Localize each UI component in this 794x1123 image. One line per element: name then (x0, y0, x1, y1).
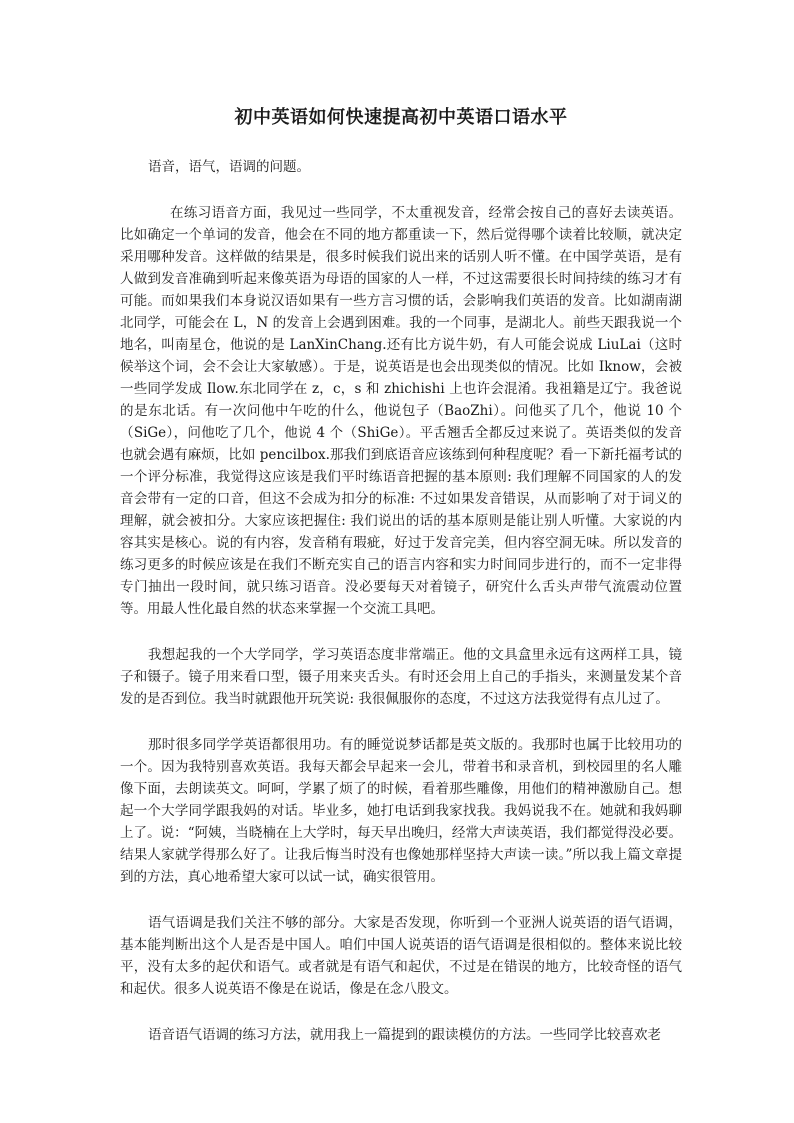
paragraph-practice-method: 语音语气语调的练习方法，就用我上一篇提到的跟读模仿的方法。一些同学比较喜欢老 (148, 1027, 661, 1043)
paragraph-pronunciation: 在练习语音方面，我见过一些同学，不太重视发音，经常会按自己的喜好去读英语。比如确定一个单词的发音，他会在不同的地方都重读一下，然后觉得哪个读着比较顺，就决定采用哪种发音。这样做的结果是，很多时候我们说出来的话别人听不懂。在中国学英语，是有人做到发音准确到听起来像英语为母语的国家的人一样，不过这需要很长时间持续的练习才有可能。而如果我们本身说汉语如果有一些方言习惯的话，会影响我们英语的发音。比如湖南湖北同学，可能会在 L，N 的发音上会遇到困难。我的一个同事，是湖北人。前些天跟我说一个地名，叫南星仓，他说的是 LanXinChang.还有比方说牛奶，有人可能会说成 LiuLai（这时候举这个词，会不会让大家敏感）。于是，说英语是也会出现类似的情况。比如 Iknow，会被一些同学发成 Ilow.东北同学在 z，c，s 和 zhichishi 上也许会混淆。我祖籍是辽宁。我爸说的是东北话。有一次问他中午吃的什么，他说包子（BaoZhi）。问他买了几个，他说 10 个（SiGe），问他吃了几个，他说 4 个（ShiGe）。平舌翘舌全都反过来说了。英语类似的发音也就会遇有麻烦，比如 pencilbox.那我们到底语音应该练到何种程度呢？看一下新托福考试的一个评分标准，我觉得这应该是我们平时练语音把握的基本原则: 我们理解不同国家的人的发音会带有一定的口音，但这不会成为扣分的标准: 不过如果发音错误，从而影响了对于词义的理解，就会被扣分。大家应该把握住: 我们说出的话的基本原则是能让别人听懂。大家说的内容其实是核心。说的有内容，发音稍有瑕疵，好过于发音完美，但内容空洞无味。所以发音的练习更多的时候应该是在我们不断充实自己的语言内容和实力时间同步进行的，而不一定非得专门抽出一段时间，就只练习语音。没必要每天对着镜子，研究什么舌头声带气流震动位置等。用最人性化最自然的状态来掌握一个交流工具吧。 (120, 205, 682, 617)
paragraph-reading-aloud: 那时很多同学学英语都很用功。有的睡觉说梦话都是英文版的。我那时也属于比较用功的一个。因为我特别喜欢英语。我每天都会早起来一会儿，带着书和录音机，到校园里的名人雕像下面，去朗读英文。呵呵，学累了烦了的时候，看着那些雕像，用他们的精神激励自己。想起一个大学同学跟我妈的对话。毕业多，她打电话到我家找我。我妈说我不在。她就和我妈聊上了。说：“阿姨，当晓楠在上大学时，每天早出晚归，经常大声读英语，我们都觉得没必要。结果人家就学得那么好了。让我后悔当时没有也像她那样坚持大声读一读。”所以我上篇文章提到的方法，真心地希望大家可以试一试，确实很管用。 (120, 737, 682, 885)
section-subtitle: 语音，语气，语调的问题。 (148, 159, 310, 175)
document-page (120, 104, 682, 1046)
paragraph-classmate-mirror: 我想起我的一个大学同学，学习英语态度非常端正。他的文具盒里永远有这两样工具，镜子和镊子。镜子用来看口型，镊子用来夹舌头。有时还会用上自己的手指头，来测量发某个音发的是否到位。我当时就跟他开玩笑说: 我很佩服你的态度，不过这方法我觉得有点儿过了。 (120, 647, 682, 707)
paragraph-intonation: 语气语调是我们关注不够的部分。大家是否发现，你听到一个亚洲人说英语的语气语调，基本能判断出这个人是否是中国人。咱们中国人说英语的语气语调是很相似的。整体来说比较平，没有太多的起伏和语气。或者就是有语气和起伏，不过是在错误的地方，比较奇怪的语气和起伏。很多人说英语不像是在说话，像是在念八股文。 (120, 915, 682, 997)
document-title: 初中英语如何快速提高初中英语口语水平 (234, 107, 568, 128)
